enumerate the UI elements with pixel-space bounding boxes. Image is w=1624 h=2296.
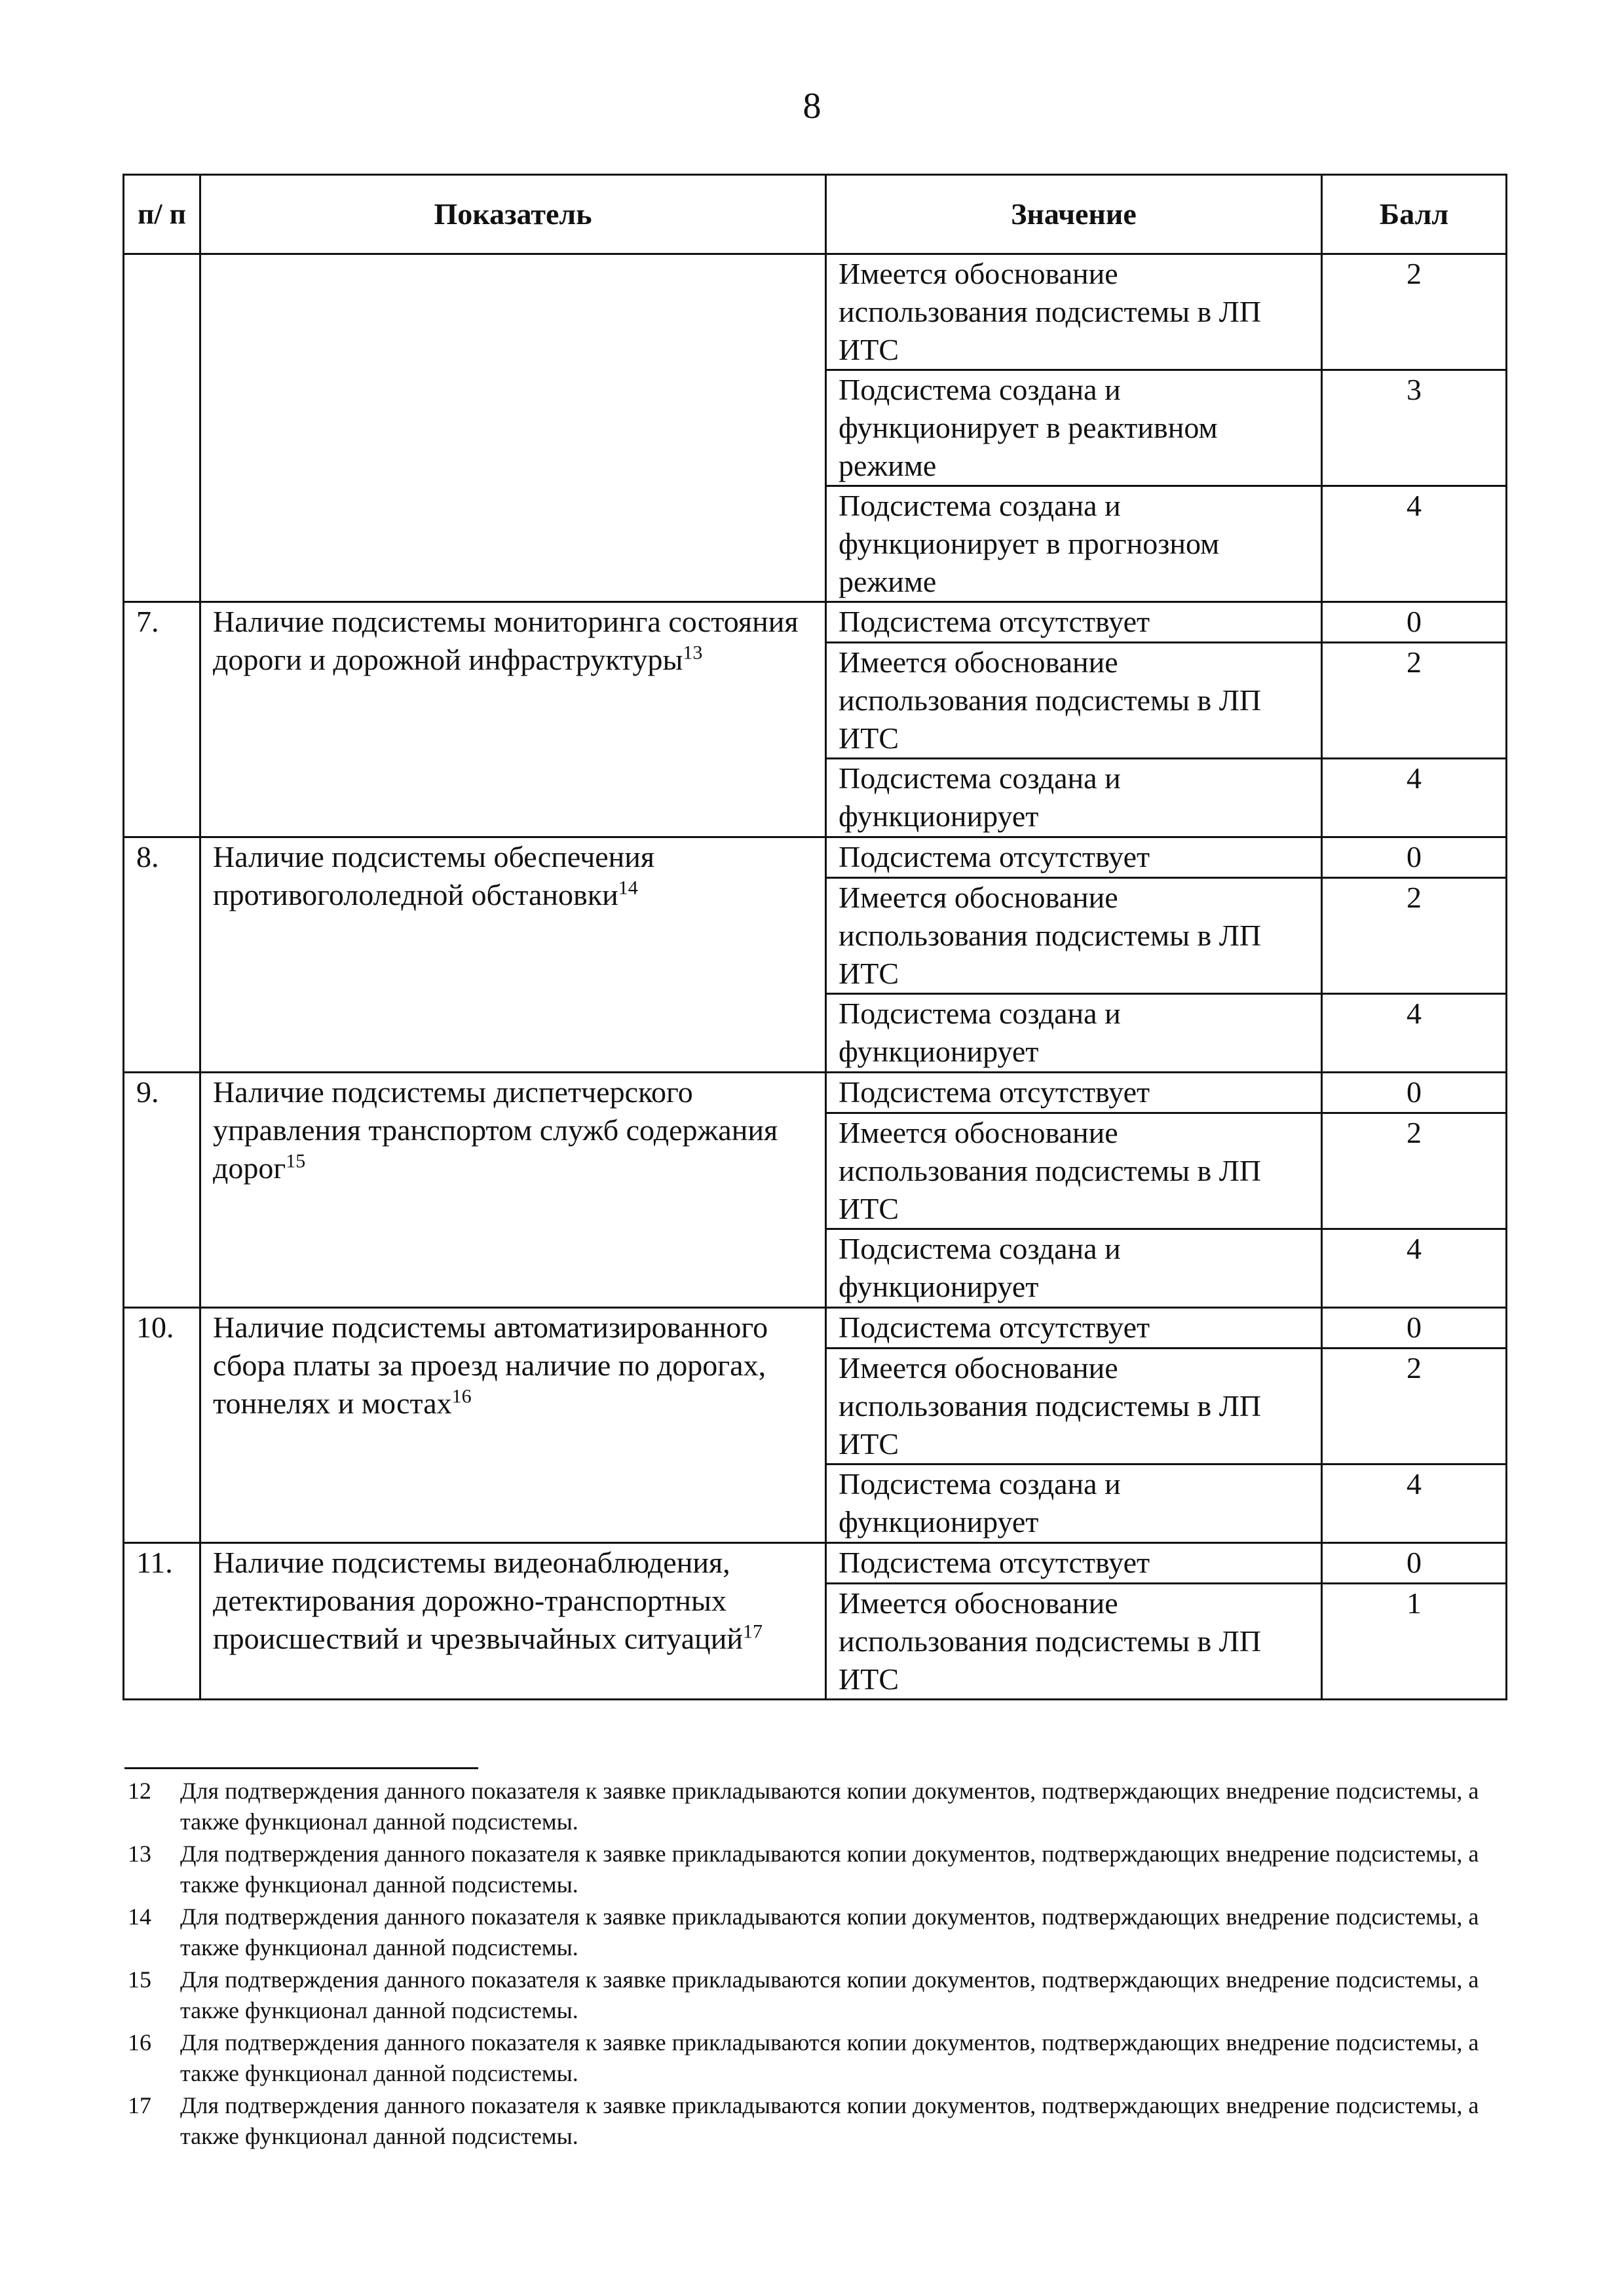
footnote-ref: 15 [286, 1150, 306, 1172]
table-row [124, 1073, 1507, 1113]
footnote [128, 2090, 1517, 2152]
footnote-number: 15 [128, 1966, 151, 1993]
value-cell: Подсистема создана и функционирует в прогнозном режиме [826, 486, 1322, 602]
row-number: 10. [124, 1308, 200, 1543]
value-cell: Подсистема отсутствует [826, 1543, 1322, 1584]
header-score: Балл [1322, 175, 1507, 254]
footnote-number: 14 [128, 1904, 151, 1930]
value-cell: Подсистема создана и функционирует [826, 1229, 1322, 1308]
footnote [128, 1902, 1517, 1963]
footnote [128, 2027, 1517, 2089]
footnote-ref: 13 [683, 641, 703, 664]
footnote-ref: 14 [618, 877, 638, 899]
table-body [124, 254, 1507, 1700]
value-cell: Подсистема создана и функционирует [826, 994, 1322, 1073]
score-cell: 0 [1322, 1543, 1507, 1584]
row-number: 9. [124, 1073, 200, 1308]
indicator-cell [200, 1073, 826, 1308]
header-indicator: Показатель [200, 175, 826, 254]
footnote-text: Для подтверждения данного показателя к заявке прикладываются копии документов, подтверждающих внедрение подсистемы, а также функционал данной подсистемы. [180, 1841, 1479, 1898]
footnote-text: Для подтверждения данного показателя к заявке прикладываются копии документов, подтверждающих внедрение подсистемы, а также функционал данной подсистемы. [180, 2092, 1479, 2149]
score-cell: 4 [1322, 1229, 1507, 1308]
score-cell: 4 [1322, 486, 1507, 602]
footnote-number: 13 [128, 1841, 151, 1867]
value-cell: Подсистема отсутствует [826, 1308, 1322, 1349]
page-number: 8 [803, 86, 821, 126]
footnote-text: Для подтверждения данного показателя к заявке прикладываются копии документов, подтверждающих внедрение подсистемы, а также функционал данной подсистемы. [180, 1778, 1479, 1835]
value-cell: Подсистема отсутствует [826, 602, 1322, 643]
table-row [124, 254, 1507, 370]
score-cell: 2 [1322, 878, 1507, 994]
score-cell: 1 [1322, 1584, 1507, 1700]
indicator-text: Наличие подсистемы мониторинга состояния дороги и дорожной инфраструктуры [213, 605, 799, 676]
footnote [128, 1839, 1517, 1900]
footnote-text: Для подтверждения данного показателя к заявке прикладываются копии документов, подтверждающих внедрение подсистемы, а также функционал данной подсистемы. [180, 1904, 1479, 1961]
value-cell: Подсистема создана и функционирует в реактивном режиме [826, 370, 1322, 486]
indicator-cell [200, 602, 826, 837]
table-header-row [124, 175, 1507, 254]
table-row [124, 837, 1507, 878]
table-row [124, 602, 1507, 643]
footnote-number: 17 [128, 2092, 151, 2118]
footnote-ref: 16 [451, 1385, 472, 1407]
value-cell: Имеется обоснование использования подсистемы в ЛП ИТС [826, 1584, 1322, 1700]
indicator-text: Наличие подсистемы видеонаблюдения, детектирования дорожно-транспортных происшествий и чрезвычайных ситуаций [213, 1546, 744, 1655]
value-cell: Имеется обоснование использования подсистемы в ЛП ИТС [826, 254, 1322, 370]
indicator-text: Наличие подсистемы обеспечения противогололедной обстановки [213, 840, 655, 911]
footnote-text: Для подтверждения данного показателя к заявке прикладываются копии документов, подтверждающих внедрение подсистемы, а также функционал данной подсистемы. [180, 2029, 1479, 2086]
footnote-divider [124, 1767, 478, 1769]
footnote-number: 12 [128, 1778, 151, 1804]
row-number: 11. [124, 1543, 200, 1700]
score-cell: 2 [1322, 254, 1507, 370]
score-cell: 0 [1322, 1308, 1507, 1349]
indicator-text: Наличие подсистемы автоматизированного сбора платы за проезд наличие по дорогах, тоннелях и мостах [213, 1311, 768, 1420]
footnote-ref: 17 [743, 1620, 763, 1643]
criteria-table [123, 174, 1507, 1700]
indicator-text: Наличие подсистемы диспетчерского управления транспортом служб содержания дорог [213, 1075, 778, 1185]
footnote [128, 1776, 1517, 1837]
footnote-text: Для подтверждения данного показателя к заявке прикладываются копии документов, подтверждающих внедрение подсистемы, а также функционал данной подсистемы. [180, 1966, 1479, 2023]
row-number [124, 254, 200, 602]
value-cell: Имеется обоснование использования подсистемы в ЛП ИТС [826, 1349, 1322, 1464]
footnotes [128, 1776, 1517, 2153]
value-cell: Имеется обоснование использования подсистемы в ЛП ИТС [826, 878, 1322, 994]
score-cell: 0 [1322, 837, 1507, 878]
value-cell: Имеется обоснование использования подсистемы в ЛП ИТС [826, 643, 1322, 759]
value-cell: Подсистема создана и функционирует [826, 759, 1322, 837]
footnote-number: 16 [128, 2029, 151, 2056]
row-number: 7. [124, 602, 200, 837]
score-cell: 2 [1322, 1113, 1507, 1229]
score-cell: 0 [1322, 1073, 1507, 1113]
score-cell: 4 [1322, 759, 1507, 837]
indicator-cell [200, 254, 826, 602]
score-cell: 4 [1322, 1464, 1507, 1543]
footnote [128, 1964, 1517, 2026]
score-cell: 2 [1322, 643, 1507, 759]
score-cell: 2 [1322, 1349, 1507, 1464]
score-cell: 0 [1322, 602, 1507, 643]
value-cell: Имеется обоснование использования подсистемы в ЛП ИТС [826, 1113, 1322, 1229]
table-row [124, 1543, 1507, 1584]
header-number: п/ п [124, 175, 200, 254]
header-value: Значение [826, 175, 1322, 254]
value-cell: Подсистема отсутствует [826, 837, 1322, 878]
value-cell: Подсистема создана и функционирует [826, 1464, 1322, 1543]
score-cell: 3 [1322, 370, 1507, 486]
table-row [124, 1308, 1507, 1349]
score-cell: 4 [1322, 994, 1507, 1073]
indicator-cell [200, 1543, 826, 1700]
indicator-cell [200, 837, 826, 1073]
value-cell: Подсистема отсутствует [826, 1073, 1322, 1113]
indicator-cell [200, 1308, 826, 1543]
row-number: 8. [124, 837, 200, 1073]
